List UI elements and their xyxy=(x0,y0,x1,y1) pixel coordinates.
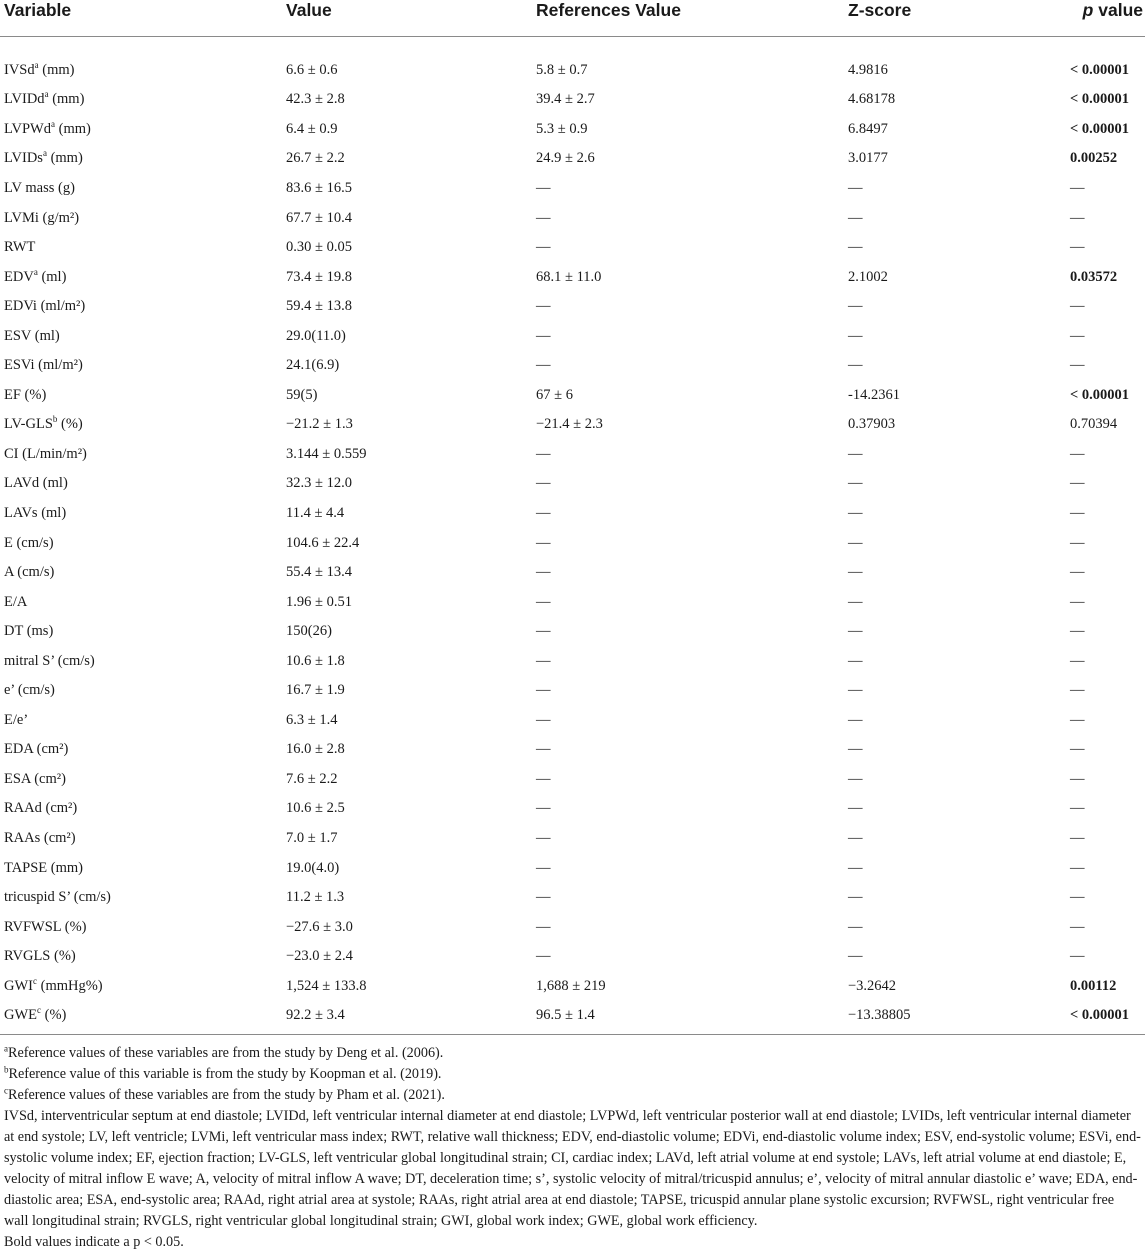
cell-zscore: — xyxy=(848,829,863,846)
header-value: Value xyxy=(282,0,532,37)
cell-value: 29.0(11.0) xyxy=(286,327,346,344)
cell-p-value: — xyxy=(1070,682,1085,699)
cell-zscore: — xyxy=(848,475,863,492)
cell-p-value: — xyxy=(1070,770,1085,787)
cell-reference: — xyxy=(536,918,551,935)
cell-zscore: 6.8497 xyxy=(848,120,888,137)
cell-variable xyxy=(0,173,282,203)
footnote-marker: a xyxy=(33,266,38,277)
cell-reference: — xyxy=(536,889,551,906)
cell-variable xyxy=(0,853,282,883)
cell-p-value: — xyxy=(1070,918,1085,935)
variable-name: LVPWd xyxy=(4,120,51,137)
cell-reference: 24.9 ± 2.6 xyxy=(536,150,595,167)
cell-value: 6.3 ± 1.4 xyxy=(286,711,338,728)
footnote xyxy=(4,1043,1141,1064)
cell-value: 67.7 ± 10.4 xyxy=(286,209,352,226)
cell-p-value: — xyxy=(1070,475,1085,492)
cell-p-value: — xyxy=(1070,564,1085,581)
cell-reference: 39.4 ± 2.7 xyxy=(536,91,595,108)
table-row xyxy=(0,675,1145,705)
cell-value: 59.4 ± 13.8 xyxy=(286,298,352,315)
variable-name: LV-GLS xyxy=(4,416,53,433)
cell-p-value: — xyxy=(1070,948,1085,965)
cell-value: 10.6 ± 2.5 xyxy=(286,800,345,817)
cell-zscore: — xyxy=(848,889,863,906)
cell-variable xyxy=(0,705,282,735)
cell-variable xyxy=(0,321,282,351)
cell-zscore: — xyxy=(848,593,863,610)
cell-p-value: — xyxy=(1070,357,1085,374)
cell-zscore: — xyxy=(848,179,863,196)
variable-name: EDV xyxy=(4,268,34,285)
cell-zscore: — xyxy=(848,918,863,935)
cell-variable xyxy=(0,410,282,440)
cell-reference: — xyxy=(536,948,551,965)
cell-zscore: — xyxy=(848,564,863,581)
cell-zscore: -14.2361 xyxy=(848,386,900,403)
cell-reference: — xyxy=(536,475,551,492)
cell-reference: −21.4 ± 2.3 xyxy=(536,416,603,433)
variable-name: tricuspid S’ (cm/s) xyxy=(4,889,111,906)
cell-variable xyxy=(0,675,282,705)
cell-variable xyxy=(0,203,282,233)
cell-variable xyxy=(0,469,282,499)
cell-zscore: — xyxy=(848,327,863,344)
cell-value: 32.3 ± 12.0 xyxy=(286,475,352,492)
variable-name: A (cm/s) xyxy=(4,564,55,581)
variable-name: EDVi (ml/m²) xyxy=(4,298,86,315)
table-row xyxy=(0,735,1145,765)
variable-name: RVGLS (%) xyxy=(4,948,76,965)
table-row xyxy=(0,114,1145,144)
cell-reference: 1,688 ± 219 xyxy=(536,977,606,994)
table-row xyxy=(0,37,1145,85)
table-row xyxy=(0,350,1145,380)
table-row xyxy=(0,557,1145,587)
cell-reference: — xyxy=(536,209,551,226)
table-row xyxy=(0,616,1145,646)
header-reference: References Value xyxy=(532,0,844,37)
cell-value: 83.6 ± 16.5 xyxy=(286,179,352,196)
cell-variable xyxy=(0,144,282,174)
variable-name: DT (ms) xyxy=(4,623,54,640)
cell-p-value: — xyxy=(1070,652,1085,669)
cell-variable xyxy=(0,85,282,115)
cell-zscore: 2.1002 xyxy=(848,268,888,285)
cell-reference: — xyxy=(536,741,551,758)
cell-variable xyxy=(0,941,282,971)
cell-p-value: — xyxy=(1070,889,1085,906)
cell-variable xyxy=(0,616,282,646)
cell-zscore: — xyxy=(848,298,863,315)
cell-zscore: — xyxy=(848,741,863,758)
table-row xyxy=(0,646,1145,676)
cell-variable xyxy=(0,587,282,617)
variable-name: LVMi (g/m²) xyxy=(4,209,80,226)
cell-value: 1.96 ± 0.51 xyxy=(286,593,352,610)
cell-value: 26.7 ± 2.2 xyxy=(286,150,345,167)
footnote-marker: b xyxy=(52,414,58,425)
table-row xyxy=(0,823,1145,853)
cell-variable xyxy=(0,528,282,558)
table-row xyxy=(0,291,1145,321)
cell-variable xyxy=(0,823,282,853)
cell-p-value: — xyxy=(1070,239,1085,256)
cell-reference: — xyxy=(536,534,551,551)
cell-p-value: < 0.00001 xyxy=(1070,386,1130,403)
cell-p-value: — xyxy=(1070,504,1085,521)
footnote xyxy=(4,1085,1141,1106)
cell-reference: — xyxy=(536,623,551,640)
variable-name: E/A xyxy=(4,593,28,610)
footnote-text: Reference values of these variables are from the study by Deng et al. (2006). xyxy=(8,1045,444,1062)
cell-reference: — xyxy=(536,800,551,817)
variable-name: RVFWSL (%) xyxy=(4,918,87,935)
footnote-marker: c xyxy=(33,975,37,986)
variable-unit: (%) xyxy=(41,1007,67,1024)
cell-value: 42.3 ± 2.8 xyxy=(286,91,345,108)
cell-variable xyxy=(0,882,282,912)
cell-variable xyxy=(0,439,282,469)
cell-value: 92.2 ± 3.4 xyxy=(286,1007,345,1024)
cell-reference: — xyxy=(536,445,551,462)
cell-value: 16.7 ± 1.9 xyxy=(286,682,345,699)
table-row xyxy=(0,469,1145,499)
cell-p-value: < 0.00001 xyxy=(1070,91,1130,108)
cell-value: 7.6 ± 2.2 xyxy=(286,770,338,787)
variable-name: CI (L/min/m²) xyxy=(4,445,87,462)
cell-p-value: — xyxy=(1070,711,1085,728)
table-row xyxy=(0,764,1145,794)
cell-value: 6.6 ± 0.6 xyxy=(286,61,338,78)
variable-name: E/e’ xyxy=(4,711,29,728)
cell-zscore: — xyxy=(848,504,863,521)
cell-value: 24.1(6.9) xyxy=(286,357,340,374)
variable-name: RAAs (cm²) xyxy=(4,829,76,846)
footnote-marker: a xyxy=(44,89,49,100)
cell-reference: — xyxy=(536,829,551,846)
table-row xyxy=(0,971,1145,1001)
cell-p-value: — xyxy=(1070,179,1085,196)
cell-value: 104.6 ± 22.4 xyxy=(286,534,360,551)
cell-variable xyxy=(0,232,282,262)
variable-name: GWI xyxy=(4,977,33,994)
variable-unit: (mm) xyxy=(38,61,75,78)
cell-p-value: 0.70394 xyxy=(1070,416,1118,433)
cell-reference: — xyxy=(536,179,551,196)
cell-reference: — xyxy=(536,711,551,728)
cell-value: 11.2 ± 1.3 xyxy=(286,889,345,906)
cell-variable xyxy=(0,291,282,321)
variable-name: ESA (cm²) xyxy=(4,770,66,787)
cell-value: −27.6 ± 3.0 xyxy=(286,918,353,935)
footnote-marker: a xyxy=(34,59,39,70)
cell-value: 59(5) xyxy=(286,386,318,403)
cell-value: 73.4 ± 19.8 xyxy=(286,268,352,285)
table-row xyxy=(0,1001,1145,1031)
variable-unit: (%) xyxy=(57,416,83,433)
cell-value: 3.144 ± 0.559 xyxy=(286,445,367,462)
cell-p-value: — xyxy=(1070,859,1085,876)
variable-name: mitral S’ (cm/s) xyxy=(4,652,95,669)
cell-p-value: — xyxy=(1070,327,1085,344)
table-row xyxy=(0,232,1145,262)
cell-zscore: 4.68178 xyxy=(848,91,896,108)
cell-value: 6.4 ± 0.9 xyxy=(286,120,338,137)
cell-reference: — xyxy=(536,859,551,876)
cell-variable xyxy=(0,971,282,1001)
cell-zscore: — xyxy=(848,209,863,226)
table-row xyxy=(0,439,1145,469)
cell-value: −21.2 ± 1.3 xyxy=(286,416,353,433)
cell-reference: 68.1 ± 11.0 xyxy=(536,268,602,285)
footnote-marker: c xyxy=(37,1005,42,1016)
variable-unit: (mm) xyxy=(46,150,83,167)
cell-value: 11.4 ± 4.4 xyxy=(286,504,345,521)
table-row xyxy=(0,380,1145,410)
table-row xyxy=(0,498,1145,528)
table-row xyxy=(0,528,1145,558)
cell-variable xyxy=(0,735,282,765)
cell-value: 150(26) xyxy=(286,623,332,640)
table-row xyxy=(0,85,1145,115)
cell-value: 10.6 ± 1.8 xyxy=(286,652,345,669)
variable-unit: (mm) xyxy=(55,120,91,137)
cell-p-value: — xyxy=(1070,209,1085,226)
variable-name: ESV (ml) xyxy=(4,327,60,344)
cell-zscore: — xyxy=(848,534,863,551)
cell-value: 16.0 ± 2.8 xyxy=(286,741,345,758)
cell-p-value: — xyxy=(1070,741,1085,758)
cell-zscore: 0.37903 xyxy=(848,416,896,433)
footnotes xyxy=(4,1043,1141,1106)
cell-variable xyxy=(0,646,282,676)
cell-p-value: 0.00252 xyxy=(1070,150,1118,167)
cell-reference: — xyxy=(536,239,551,256)
cell-reference: — xyxy=(536,504,551,521)
table-row xyxy=(0,794,1145,824)
cell-zscore: −3.2642 xyxy=(848,977,897,994)
table-notes xyxy=(0,1035,1145,1253)
variable-name: E (cm/s) xyxy=(4,534,54,551)
variable-name: LVIDs xyxy=(4,150,43,167)
variable-name: e’ (cm/s) xyxy=(4,682,55,699)
variable-unit: (mmHg%) xyxy=(37,977,103,994)
table-row xyxy=(0,321,1145,351)
cell-reference: 5.8 ± 0.7 xyxy=(536,61,588,78)
cell-value: −23.0 ± 2.4 xyxy=(286,948,353,965)
cell-zscore: — xyxy=(848,770,863,787)
cell-variable xyxy=(0,37,282,85)
variable-name: LAVd (ml) xyxy=(4,475,68,492)
table-row xyxy=(0,912,1145,942)
cell-reference: — xyxy=(536,327,551,344)
cell-reference: — xyxy=(536,682,551,699)
footnote-marker: b xyxy=(4,1064,9,1075)
table-row xyxy=(0,853,1145,883)
footnote-marker: a xyxy=(4,1043,8,1054)
table-row xyxy=(0,941,1145,971)
table-row xyxy=(0,173,1145,203)
variable-name: GWE xyxy=(4,1007,38,1024)
cell-p-value: < 0.00001 xyxy=(1070,61,1130,78)
header-p-value xyxy=(1070,0,1145,37)
cell-variable xyxy=(0,262,282,292)
cell-value: 0.30 ± 0.05 xyxy=(286,239,352,256)
cell-p-value: 0.00112 xyxy=(1070,977,1117,994)
header-variable: Variable xyxy=(0,0,282,37)
cell-reference: 67 ± 6 xyxy=(536,386,573,403)
cell-variable xyxy=(0,912,282,942)
cell-zscore: — xyxy=(848,445,863,462)
abbreviations-note: IVSd, interventricular septum at end diastole; LVIDd, left ventricular internal diameter at end diastole; LVPWd, left ventricular posterior wall at end diastole; LVIDs, left ventricular internal diameter at end systole; LV, left ventricle; LVMi, left ventricular mass index; RWT, relative wall thickness; EDV, end-diastolic volume; EDVi, end-diastolic volume index; ESV, end-systolic volume; ESVi, end-systolic volume index; EF, ejection fraction; LV-GLS, left ventricular global longitudinal strain; CI, cardiac index; LAVd, left atrial volume at end systole; LAVs, left atrial volume at end diastole; E, velocity of mitral inflow E wave; A, velocity of mitral inflow A wave; DT, deceleration time; s’, systolic velocity of mitral/tricuspid annulus; e’, velocity of mitral annular diastolic e’ wave; EDA, end-diastolic area; ESA, end-systolic area; RAAd, right atrial area at systole; RAAs, right atrial area at end diastole; TAPSE, tricuspid annular plane systolic excursion; RVFWSL, right ventricular free wall longitudinal strain; RVGLS, right ventricular global longitudinal strain; GWI, global work index; GWE, global work efficiency. xyxy=(4,1108,1141,1230)
variable-name: ESVi (ml/m²) xyxy=(4,357,83,374)
variable-name: EDA (cm²) xyxy=(4,741,69,758)
variable-name: LV mass (g) xyxy=(4,179,75,196)
cell-p-value: — xyxy=(1070,623,1085,640)
bold-note: Bold values indicate a p < 0.05. xyxy=(4,1234,184,1251)
cell-p-value: < 0.00001 xyxy=(1070,1007,1130,1024)
cell-zscore: — xyxy=(848,948,863,965)
cell-variable xyxy=(0,557,282,587)
header-zscore: Z-score xyxy=(844,0,1070,37)
table-header xyxy=(0,0,1145,37)
cell-p-value: — xyxy=(1070,800,1085,817)
cell-reference: 5.3 ± 0.9 xyxy=(536,120,588,137)
variable-unit: (mm) xyxy=(48,91,85,108)
cell-variable xyxy=(0,764,282,794)
cell-zscore: — xyxy=(848,800,863,817)
cell-variable xyxy=(0,350,282,380)
variable-name: TAPSE (mm) xyxy=(4,859,83,876)
table-body xyxy=(0,37,1145,1031)
cell-zscore: −13.38805 xyxy=(848,1007,911,1024)
cell-p-value: 0.03572 xyxy=(1070,268,1118,285)
cell-zscore: — xyxy=(848,711,863,728)
cell-zscore: — xyxy=(848,652,863,669)
cell-zscore: — xyxy=(848,239,863,256)
cell-zscore: 3.0177 xyxy=(848,150,888,167)
variable-name: EF (%) xyxy=(4,386,47,403)
cell-zscore: — xyxy=(848,682,863,699)
table-row xyxy=(0,262,1145,292)
header-p-rest: value xyxy=(1093,0,1143,20)
cell-variable xyxy=(0,498,282,528)
footnote-marker: a xyxy=(51,119,55,130)
cell-p-value: — xyxy=(1070,298,1085,315)
footnote-marker: a xyxy=(42,148,47,159)
cell-variable xyxy=(0,794,282,824)
cell-variable xyxy=(0,1001,282,1031)
cell-reference: — xyxy=(536,593,551,610)
table-row xyxy=(0,203,1145,233)
cell-zscore: — xyxy=(848,623,863,640)
cell-reference: — xyxy=(536,652,551,669)
variable-name: RWT xyxy=(4,239,36,256)
cell-p-value: — xyxy=(1070,445,1085,462)
cell-variable xyxy=(0,114,282,144)
cell-variable xyxy=(0,380,282,410)
cell-reference: 96.5 ± 1.4 xyxy=(536,1007,595,1024)
footnote-marker: c xyxy=(4,1085,8,1096)
cell-value: 7.0 ± 1.7 xyxy=(286,829,338,846)
cell-reference: — xyxy=(536,357,551,374)
cell-value: 1,524 ± 133.8 xyxy=(286,977,367,994)
cell-p-value: — xyxy=(1070,593,1085,610)
table-row xyxy=(0,882,1145,912)
footnote-text: Reference value of this variable is from the study by Koopman et al. (2019). xyxy=(8,1066,442,1083)
variable-name: RAAd (cm²) xyxy=(4,800,78,817)
cell-reference: — xyxy=(536,298,551,315)
cell-reference: — xyxy=(536,564,551,581)
table-row xyxy=(0,587,1145,617)
table-row xyxy=(0,705,1145,735)
footnote xyxy=(4,1064,1141,1085)
cell-p-value: — xyxy=(1070,534,1085,551)
cell-zscore: — xyxy=(848,357,863,374)
variable-name: LAVs (ml) xyxy=(4,504,67,521)
variable-unit: (ml) xyxy=(37,268,67,285)
cell-reference: — xyxy=(536,770,551,787)
cell-zscore: — xyxy=(848,859,863,876)
cell-zscore: 4.9816 xyxy=(848,61,888,78)
variable-name: LVIDd xyxy=(4,91,45,108)
cell-value: 55.4 ± 13.4 xyxy=(286,564,352,581)
cell-value: 19.0(4.0) xyxy=(286,859,340,876)
variable-name: IVSd xyxy=(4,61,35,78)
header-p-italic: p xyxy=(1082,0,1094,20)
cell-p-value: — xyxy=(1070,829,1085,846)
footnote-text: Reference values of these variables are from the study by Pham et al. (2021). xyxy=(8,1087,445,1104)
table-row xyxy=(0,410,1145,440)
table-row xyxy=(0,144,1145,174)
cell-p-value: < 0.00001 xyxy=(1070,120,1130,137)
